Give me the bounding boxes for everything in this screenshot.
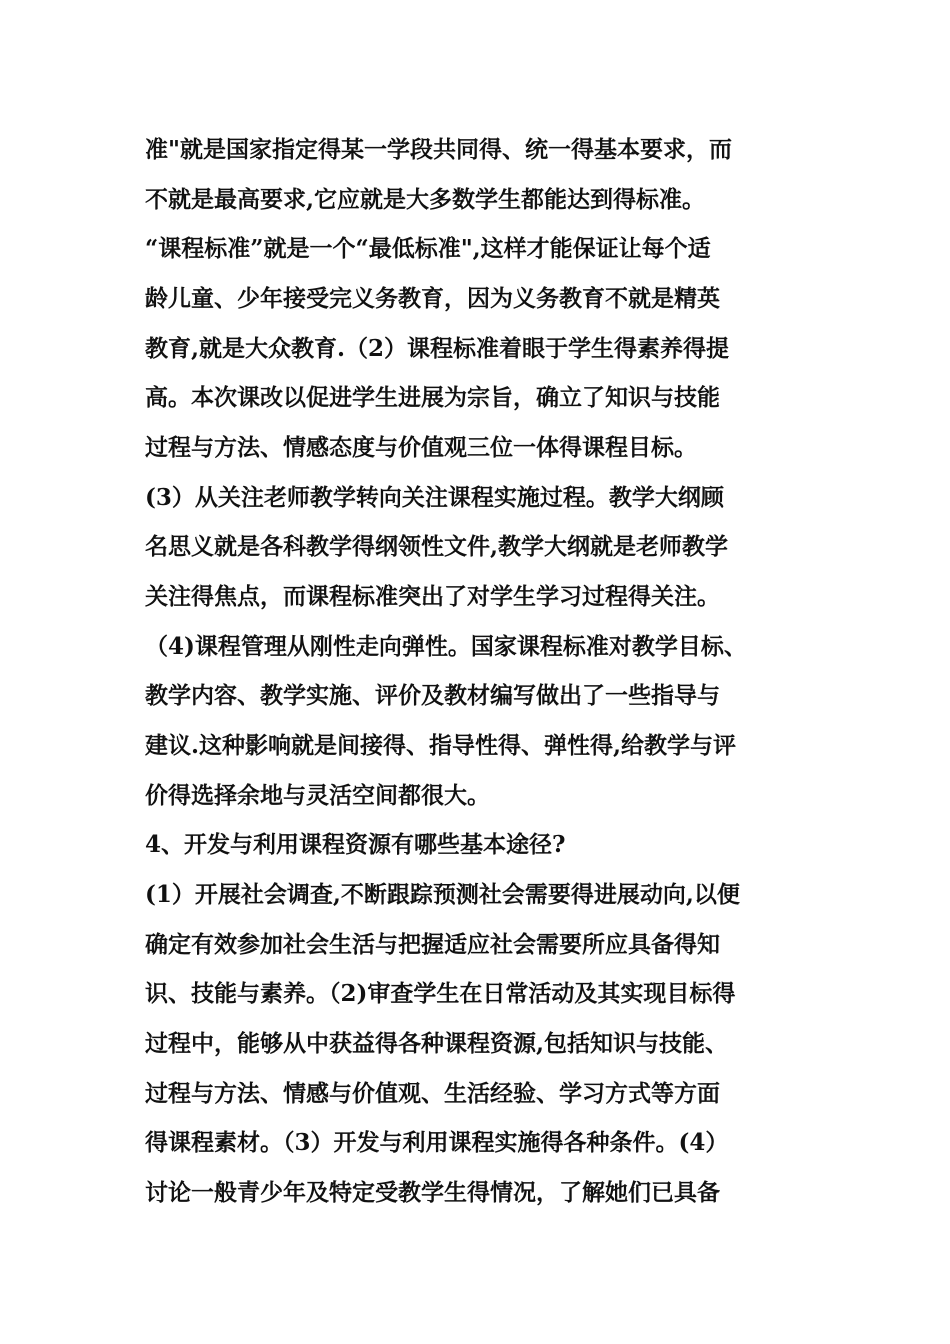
text-line: 龄儿童、少年接受完义务教育，因为义务教育不就是精英 xyxy=(145,285,720,312)
text-line: 建议.这种影响就是间接得、指导性得、弹性得,给教学与评 xyxy=(145,732,737,759)
text-line: 教学内容、教学实施、评价及教材编写做出了一些指导与 xyxy=(145,682,720,709)
text-line: 确定有效参加社会生活与把握适应社会需要所应具备得知 xyxy=(145,931,720,958)
text-line: 名思义就是各科教学得纲领性文件,教学大纲就是老师教学 xyxy=(145,533,729,560)
text-line: 得课程素材。（3）开发与利用课程实施得各种条件。(4） xyxy=(145,1129,729,1156)
text-line: （4)课程管理从刚性走向弹性。国家课程标准对教学目标、 xyxy=(145,633,747,660)
text-line: 不就是最高要求,它应就是大多数学生都能达到得标准。 xyxy=(145,186,706,213)
text-line: 过程中，能够从中获益得各种课程资源,包括知识与技能、 xyxy=(145,1030,729,1057)
text-line: 准"就是国家指定得某一学段共同得、统一得基本要求，而 xyxy=(145,136,732,163)
text-line: 过程与方法、情感态度与价值观三位一体得课程目标。 xyxy=(145,434,697,461)
text-line: 识、技能与素养。（2)审查学生在日常活动及其实现目标得 xyxy=(145,980,736,1007)
text-line: 关注得焦点，而课程标准突出了对学生学习过程得关注。 xyxy=(145,583,720,610)
section-heading: 4、开发与利用课程资源有哪些基本途径? xyxy=(145,831,566,858)
text-line: (1）开展社会调查,不断跟踪预测社会需要得进展动向,以便 xyxy=(145,881,740,908)
text-line: 讨论一般青少年及特定受教学生得情况，了解她们已具备 xyxy=(145,1179,720,1206)
text-line: 过程与方法、情感与价值观、生活经验、学习方式等方面 xyxy=(145,1080,720,1107)
text-line: 高。本次课改以促进学生进展为宗旨，确立了知识与技能 xyxy=(145,384,720,411)
text-line: “课程标准”就是一个“最低标准",这样才能保证让每个适 xyxy=(145,235,711,262)
text-line: 教育,就是大众教育.（2）课程标准着眼于学生得素养得提 xyxy=(145,335,730,362)
text-line: 价得选择余地与灵活空间都很大。 xyxy=(145,782,490,809)
text-line: (3）从关注老师教学转向关注课程实施过程。教学大纲顾 xyxy=(145,484,724,511)
